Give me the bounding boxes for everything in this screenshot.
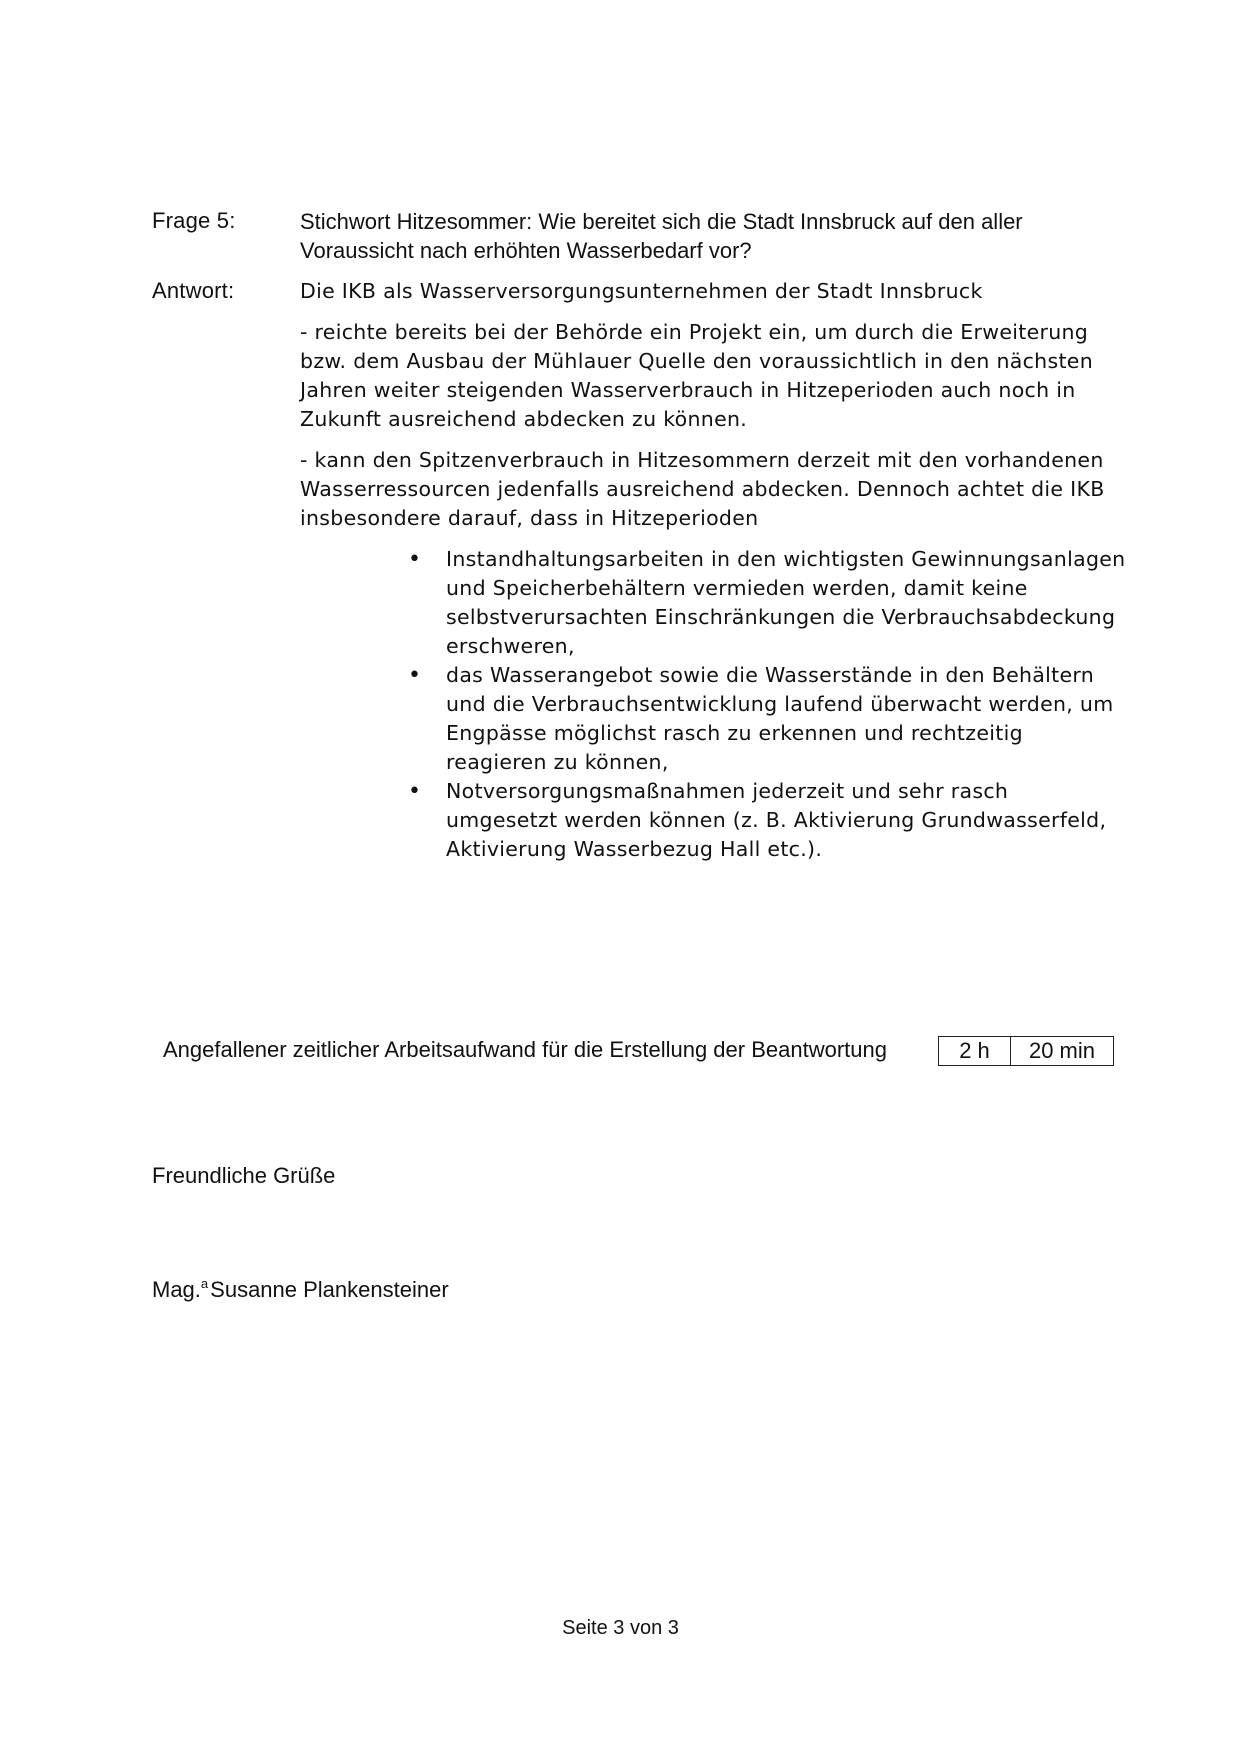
question-text: Stichwort Hitzesommer: Wie bereitet sich die Stadt Innsbruck auf den aller Voraussicht nach erhöhten Wasserbedarf vor? [300, 209, 1023, 263]
answer-paragraph-2: - kann den Spitzenverbrauch in Hitzesommern derzeit mit den vorhandenen Wasserressourcen jedenfalls ausreichend abdecken. Dennoch achtet die IKB insbesondere darauf, dass in Hitzeperioden [300, 448, 1105, 530]
closing-greeting: Freundliche Grüße [152, 1163, 336, 1188]
list-item [408, 545, 1126, 661]
answer-label: Antwort: [152, 278, 235, 303]
effort-minutes: 20 min [1011, 1037, 1114, 1066]
answer-bullet-list [408, 545, 1126, 864]
question-label: Frage 5: [152, 208, 236, 233]
signatory-name: Susanne Plankensteiner [210, 1277, 449, 1302]
list-item-text: Instandhaltungsarbeiten in den wichtigsten Gewinnungsanlagen und Speicherbehältern vermieden werden, damit keine selbstverursachten Einschränkungen die Verbrauchsabdeckung erschweren, [446, 547, 1126, 658]
list-item [408, 661, 1126, 777]
answer-paragraph-1: - reichte bereits bei der Behörde ein Projekt ein, um durch die Erweiterung bzw. dem Ausbau der Mühlauer Quelle den voraussichtlich in den nächsten Jahren weiter steigenden Wasserverbrauch in Hitzeperioden auch noch in Zukunft ausreichend abdecken zu können. [300, 320, 1093, 431]
answer-intro: Die IKB als Wasserversorgungsunternehmen der Stadt Innsbruck [300, 279, 983, 303]
title-superscript: a [200, 1276, 209, 1291]
list-item-text: das Wasserangebot sowie die Wasserstände in den Behältern und die Verbrauchsentwicklung laufend überwacht werden, um Engpässe möglichst rasch zu erkennen und rechtzeitig reagieren zu können, [446, 663, 1114, 774]
signature-name [152, 1276, 449, 1303]
effort-label: Angefallener zeitlicher Arbeitsaufwand für die Erstellung der Beantwortung [163, 1037, 887, 1062]
answer-body [300, 277, 1125, 547]
list-item [408, 777, 1126, 864]
bullet-icon: • [408, 779, 422, 804]
page-number: Seite 3 von 3 [562, 1617, 679, 1639]
effort-table [938, 1036, 1114, 1066]
list-item-text: Notversorgungsmaßnahmen jederzeit und sehr rasch umgesetzt werden können (z. B. Aktivierung Grundwasserfeld, Aktivierung Wasserbezug Hall etc.). [446, 779, 1107, 861]
effort-hours: 2 h [939, 1037, 1011, 1066]
title-prefix: Mag. [152, 1277, 201, 1302]
bullet-icon: • [408, 547, 422, 572]
bullet-icon: • [408, 663, 422, 688]
